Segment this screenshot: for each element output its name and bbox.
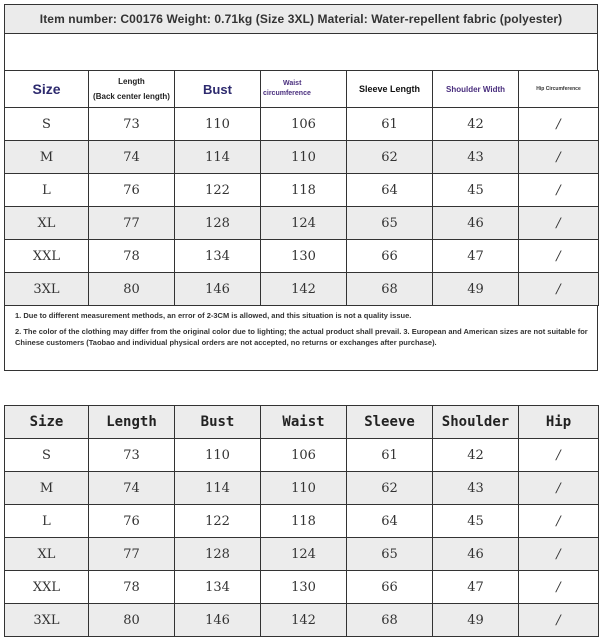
- header-sleeve-length: Sleeve Length: [347, 71, 433, 108]
- header-waist: [261, 71, 347, 108]
- cell-waist: 124: [261, 207, 347, 240]
- cell-length: 74: [89, 141, 175, 174]
- header-hip: Hip: [519, 406, 599, 439]
- cell-shoulder: 47: [433, 571, 519, 604]
- cell-hip: /: [519, 240, 599, 273]
- cell-bust: 110: [175, 108, 261, 141]
- table-row: [5, 538, 599, 571]
- table-row: [5, 207, 599, 240]
- cell-sleeve: 68: [347, 604, 433, 637]
- header-size: Size: [5, 71, 89, 108]
- cell-shoulder: 49: [433, 604, 519, 637]
- table-row: [5, 571, 599, 604]
- table-row: [5, 108, 599, 141]
- note-color-and-sizing: 2. The color of the clothing may differ from the original color due to lighting; the actual product shall prevail. 3. European and American sizes are not suitable for Chinese customers (Taobao and individual physical orders are not accepted, no returns or exchanges after purchase).: [15, 326, 588, 347]
- cell-waist: 118: [261, 505, 347, 538]
- cell-shoulder: 43: [433, 141, 519, 174]
- cell-sleeve: 62: [347, 141, 433, 174]
- cell-bust: 146: [175, 604, 261, 637]
- header-waist-subtitle: circumference: [263, 90, 311, 97]
- cell-hip: /: [519, 207, 599, 240]
- cell-size: S: [5, 439, 89, 472]
- cell-size: XL: [5, 207, 89, 240]
- table-row: [5, 273, 599, 306]
- table-row: [5, 174, 599, 207]
- cell-length: 74: [89, 472, 175, 505]
- cell-waist: 106: [261, 108, 347, 141]
- cell-length: 80: [89, 273, 175, 306]
- cell-waist: 142: [261, 273, 347, 306]
- cell-length: 76: [89, 505, 175, 538]
- cell-size: S: [5, 108, 89, 141]
- cell-sleeve: 66: [347, 240, 433, 273]
- cell-bust: 146: [175, 273, 261, 306]
- header-shoulder-width: Shoulder Width: [433, 71, 519, 108]
- cell-bust: 114: [175, 141, 261, 174]
- cell-shoulder: 42: [433, 108, 519, 141]
- cell-size: XL: [5, 538, 89, 571]
- table-header-row: [5, 71, 599, 108]
- cell-sleeve: 61: [347, 108, 433, 141]
- cell-hip: /: [519, 439, 599, 472]
- table-row: [5, 505, 599, 538]
- cell-bust: 122: [175, 174, 261, 207]
- cell-hip: /: [519, 538, 599, 571]
- note-measurement-error: 1. Due to different measurement methods, an error of 2-3CM is allowed, and this situation is not a quality issue.: [15, 311, 412, 320]
- product-info-header: [4, 4, 598, 34]
- cell-waist: 118: [261, 174, 347, 207]
- cell-size: M: [5, 472, 89, 505]
- cell-sleeve: 61: [347, 439, 433, 472]
- cell-shoulder: 46: [433, 207, 519, 240]
- cell-shoulder: 45: [433, 505, 519, 538]
- cell-bust: 134: [175, 571, 261, 604]
- cell-length: 73: [89, 439, 175, 472]
- size-chart-simple: [4, 405, 599, 637]
- cell-hip: /: [519, 472, 599, 505]
- cell-length: 80: [89, 604, 175, 637]
- cell-bust: 134: [175, 240, 261, 273]
- table-row: [5, 141, 599, 174]
- cell-shoulder: 45: [433, 174, 519, 207]
- table-row: [5, 472, 599, 505]
- cell-hip: /: [519, 604, 599, 637]
- cell-bust: 114: [175, 472, 261, 505]
- cell-bust: 128: [175, 207, 261, 240]
- cell-sleeve: 64: [347, 505, 433, 538]
- cell-waist: 110: [261, 141, 347, 174]
- cell-waist: 124: [261, 538, 347, 571]
- cell-waist: 110: [261, 472, 347, 505]
- cell-hip: /: [519, 273, 599, 306]
- cell-hip: /: [519, 108, 599, 141]
- cell-length: 77: [89, 538, 175, 571]
- product-info-text: Item number: C00176 Weight: 0.71kg (Size 3XL) Material: Water-repellent fabric (polyester): [39, 12, 563, 26]
- cell-shoulder: 49: [433, 273, 519, 306]
- cell-size: 3XL: [5, 604, 89, 637]
- cell-sleeve: 62: [347, 472, 433, 505]
- header-length: Length: [89, 406, 175, 439]
- size-chart-detailed: [4, 70, 599, 306]
- cell-sleeve: 65: [347, 538, 433, 571]
- cell-sleeve: 65: [347, 207, 433, 240]
- header-length-subtitle: (Back center length): [93, 92, 170, 101]
- cell-hip: /: [519, 571, 599, 604]
- cell-length: 77: [89, 207, 175, 240]
- header-length-title: Length: [118, 77, 145, 86]
- cell-waist: 130: [261, 571, 347, 604]
- header-bust: Bust: [175, 71, 261, 108]
- header-waist-title: Waist: [283, 80, 302, 87]
- cell-size: L: [5, 505, 89, 538]
- cell-shoulder: 42: [433, 439, 519, 472]
- cell-waist: 130: [261, 240, 347, 273]
- header-hip-circumference: Hip Circumference: [519, 71, 599, 108]
- cell-length: 73: [89, 108, 175, 141]
- cell-bust: 110: [175, 439, 261, 472]
- table-row: [5, 439, 599, 472]
- cell-hip: /: [519, 505, 599, 538]
- header-waist: Waist: [261, 406, 347, 439]
- cell-shoulder: 46: [433, 538, 519, 571]
- table-header-row: [5, 406, 599, 439]
- size-notes: [4, 305, 598, 371]
- cell-shoulder: 47: [433, 240, 519, 273]
- cell-waist: 106: [261, 439, 347, 472]
- header-length: [89, 71, 175, 108]
- cell-size: L: [5, 174, 89, 207]
- cell-shoulder: 43: [433, 472, 519, 505]
- cell-length: 78: [89, 240, 175, 273]
- cell-size: 3XL: [5, 273, 89, 306]
- cell-size: M: [5, 141, 89, 174]
- cell-sleeve: 66: [347, 571, 433, 604]
- cell-hip: /: [519, 174, 599, 207]
- header-size: Size: [5, 406, 89, 439]
- cell-hip: /: [519, 141, 599, 174]
- spacer-band: [4, 34, 598, 70]
- cell-length: 76: [89, 174, 175, 207]
- cell-waist: 142: [261, 604, 347, 637]
- table-row: [5, 604, 599, 637]
- cell-sleeve: 64: [347, 174, 433, 207]
- cell-size: XXL: [5, 240, 89, 273]
- cell-sleeve: 68: [347, 273, 433, 306]
- table-row: [5, 240, 599, 273]
- cell-length: 78: [89, 571, 175, 604]
- header-shoulder: Shoulder: [433, 406, 519, 439]
- cell-bust: 128: [175, 538, 261, 571]
- cell-size: XXL: [5, 571, 89, 604]
- cell-bust: 122: [175, 505, 261, 538]
- header-bust: Bust: [175, 406, 261, 439]
- header-sleeve: Sleeve: [347, 406, 433, 439]
